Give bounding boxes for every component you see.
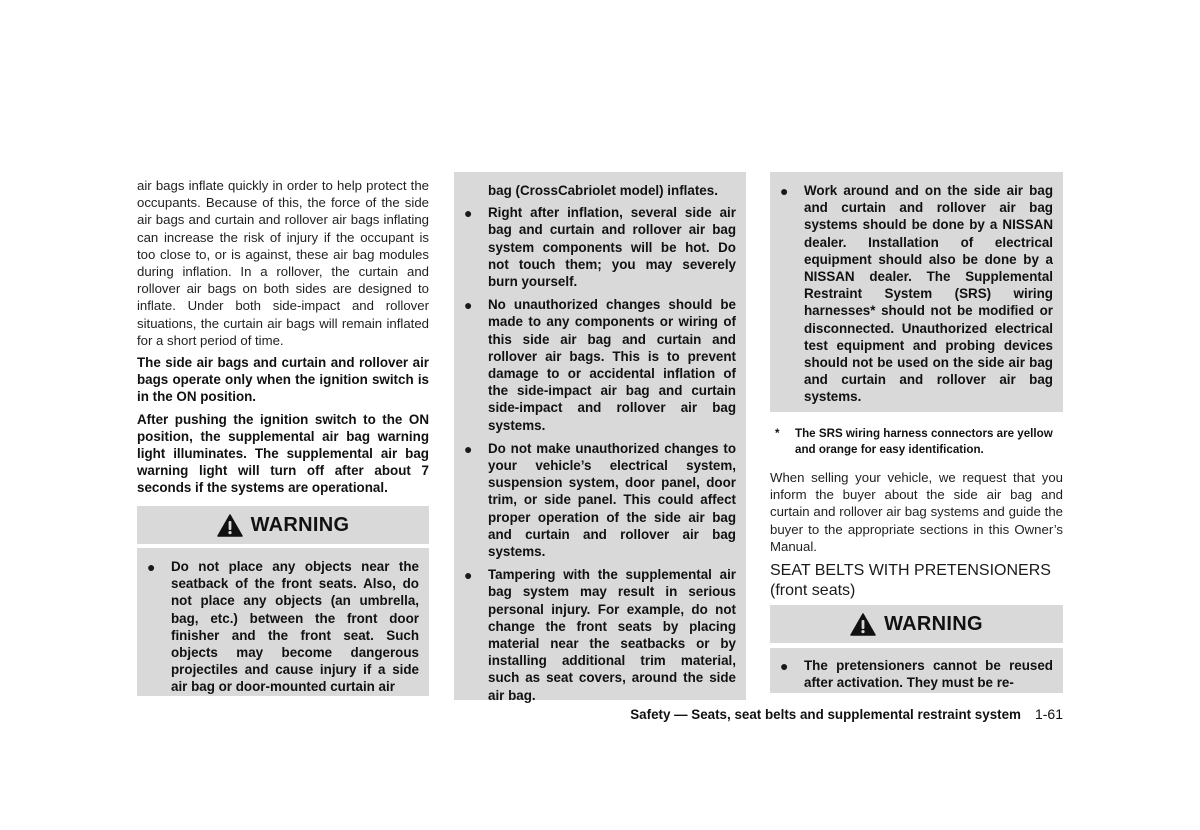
warning-box-col2 <box>454 172 746 703</box>
footnote-text: The SRS wiring harness connectors are yellow and orange for easy identification. <box>795 427 1053 456</box>
section-heading <box>770 561 1063 600</box>
warning-list-item: ● Tampering with the supplemental air bag system may result in serious personal injury. For example, do not change the front seats by placing material near the seatbacks or by installing additional trim material, such as seat covers, around the side air bag. <box>464 567 736 703</box>
warning-box-col3 <box>770 172 1063 412</box>
footnote <box>775 426 1063 457</box>
warning-triangle-icon <box>850 613 876 636</box>
section-heading-line1: SEAT BELTS WITH PRETENSIONERS <box>770 562 1051 580</box>
warning-title: WARNING <box>250 513 350 536</box>
warning-list-item: ● The pretensioners cannot be reused after activation. They must be re- <box>780 658 1053 691</box>
page-footer <box>560 706 1063 722</box>
warning-list-item: ● Work around and on the side air bag and curtain and rollover air bag systems should be done by a NISSAN dealer. Installation of electrical equipment should also be done by a NISSAN dealer. The Supplemental Restraint System (SRS) wiring harnesses* should not be modified or disconnected. Unauthorized electrical test equipment and probing devices should not be used on the side air bag and curtain and rollover air bag systems. <box>780 183 1053 405</box>
warning-header-col1 <box>137 506 429 544</box>
footnote-mark: * <box>775 427 780 440</box>
selling-paragraph: When selling your vehicle, we request that you inform the buyer about the side air bag and curtain and rollover air bag systems and guide the buyer to the appropriate sections in this Owner’s Manual. <box>770 470 1063 554</box>
warning-triangle-icon <box>217 514 243 537</box>
footer-section-title: Safety — Seats, seat belts and supplemental restraint system <box>630 707 1021 722</box>
ignition-note: The side air bags and curtain and rollover air bags operate only when the ignition switch is in the ON position. <box>137 355 429 405</box>
bullet-icon: ● <box>780 183 789 199</box>
warning-list-item: ● Do not place any objects near the seatback of the front seats. Also, do not place any objects (an umbrella, bag, etc.) between the front door finisher and the front seat. Such objects may become dangerous projectiles and cause injury if a side air bag or door-mounted curtain air <box>147 559 419 695</box>
warning-header-col3 <box>770 605 1063 643</box>
column-1 <box>137 177 429 497</box>
column-3-text <box>770 469 1063 600</box>
bullet-icon: ● <box>147 559 156 575</box>
warning-list-item: ● No unauthorized changes should be made to any components or wiring of this side air bag and curtain and rollover air bags. This is to prevent damage to or accidental inflation of the side-impact air bag and curtain side-impact and rollover air bag systems. <box>464 297 736 433</box>
page-number: 1-61 <box>1034 706 1063 722</box>
bullet-icon: ● <box>464 567 473 584</box>
bullet-icon: ● <box>464 440 473 457</box>
warning-light-note: After pushing the ignition switch to the ON position, the supplemental air bag warning light illuminates. The supplemental air bag warning light will turn off after about 7 seconds if the systems are operational. <box>137 411 429 496</box>
warning-title: WARNING <box>884 612 983 635</box>
warning-list-item: ● Do not make unauthorized changes to your vehicle’s electrical system, suspension system, door panel, door trim, or side panel. This could affect proper operation of the side air bag and curtain and rollover air bag systems. <box>464 440 736 560</box>
bullet-icon: ● <box>780 658 789 674</box>
bullet-icon: ● <box>464 205 473 222</box>
continuation-item: bag (CrossCabriolet model) inflates. <box>488 183 718 198</box>
intro-paragraph: air bags inflate quickly in order to help protect the occupants. Because of this, the force of the side air bags and curtain and rollover air bags inflating can increase the risk of injury if the occupant is too close to, or is against, these air bag modules during inflation. In a rollover, the curtain and rollover air bags on both sides are designed to inflate. Under both side-impact and rollover situations, the curtain air bags will remain inflated for a short period of time. <box>137 178 429 348</box>
section-heading-line2: (front seats) <box>770 581 856 599</box>
bullet-icon: ● <box>464 297 473 314</box>
warning-box-col3-bottom <box>770 648 1063 693</box>
warning-list-item: ● Right after inflation, several side air bag and curtain and rollover air bag system components will be hot. Do not touch them; you may severely burn yourself. <box>464 205 736 290</box>
warning-box-col1 <box>137 548 429 696</box>
